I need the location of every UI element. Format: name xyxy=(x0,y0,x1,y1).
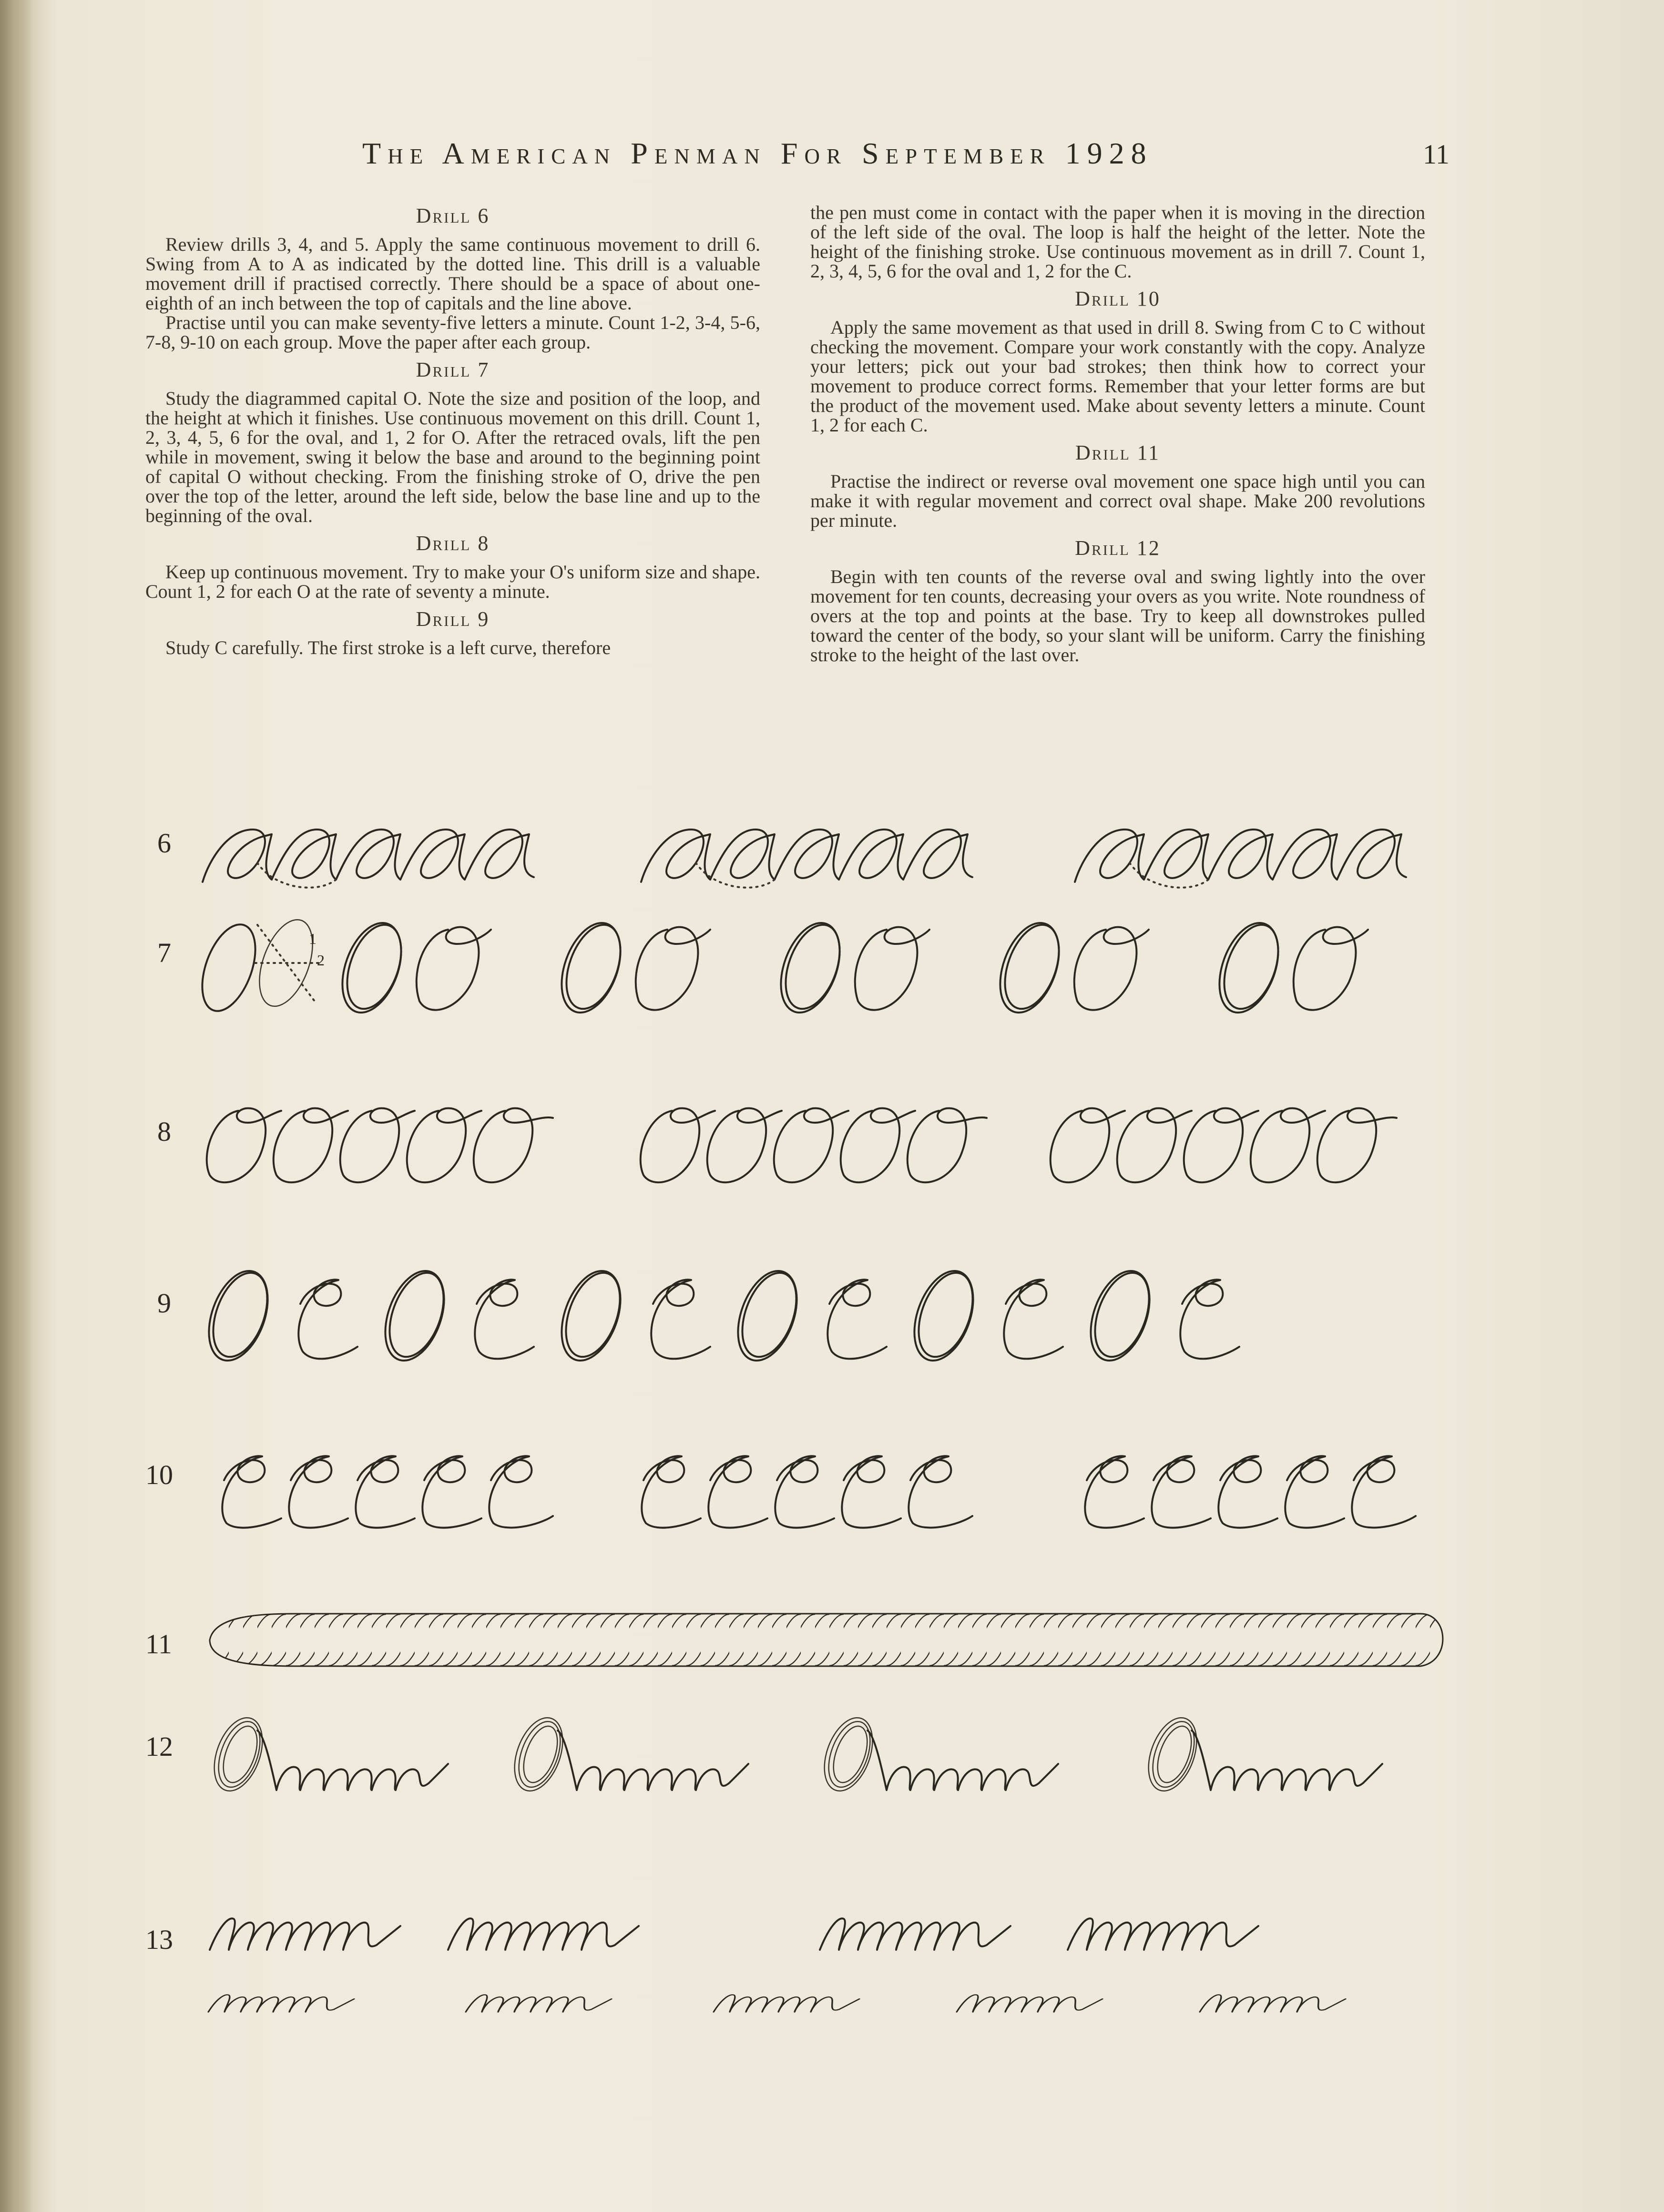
plate-12-oval-and-overs xyxy=(205,1711,1454,1802)
drill-10-paragraph: Apply the same movement as that used in drill 8. Swing from C to C without checking the movement. Compare your work constantly with the copy. Analyze your letters; pick out your bad strokes; then think how to correct your movement to produce correct forms. Remember that your letter forms are but the product of the movement used. Make about seventy letters a minute. Count 1, 2 for each C. xyxy=(810,317,1425,436)
drill-8-heading: Drill 8 xyxy=(416,532,490,555)
plate-10-capital-c-groups xyxy=(210,1435,1459,1530)
plate-label-6: 6 xyxy=(157,828,171,859)
drill-6-paragraph-1: Review drills 3, 4, and 5. Apply the same continuous movement to drill 6. Swing from A to A as indicated by the dotted line. This drill is a valuable movement drill if practised correctly. There should be a space of about one-eighth of an inch between the top of capitals and the line above. xyxy=(145,234,760,314)
drill-7-paragraph: Study the diagrammed capital O. Note the size and position of the loop, and the height at which it finishes. Use continuous movement on this drill. Count 1, 2, 3, 4, 5, 6 for the oval, and 1, 2 for O. After the retraced ovals, lift the pen while in movement, swing it below the base and around to the beginning point of capital O without checking. From the finishing stroke of O, drive the pen over the top of the letter, around the left side, below the base line and up to the beginning of the oval. xyxy=(145,388,760,526)
plate-label-12: 12 xyxy=(145,1731,173,1762)
plate-9-oval-capital-c-drill xyxy=(200,1259,1449,1373)
drill-6-paragraph-2: Practise until you can make seventy-five letters a minute. Count 1-2, 3-4, 5-6, 7-8, 9-10 on each group. Move the paper after each group. xyxy=(145,312,760,353)
plate-13-overs-rows xyxy=(200,1897,1449,2040)
capital-o-group-1 xyxy=(207,1108,553,1183)
plate-label-10: 10 xyxy=(145,1459,173,1490)
left-text-column xyxy=(145,198,760,657)
drill-9-heading: Drill 9 xyxy=(416,607,490,631)
book-spine-shadow xyxy=(0,0,33,2212)
drill-7-heading: Drill 7 xyxy=(416,358,490,381)
drill-6-heading: Drill 6 xyxy=(416,204,490,227)
oval-capital-c-pair xyxy=(198,1263,357,1369)
capital-c-group-1 xyxy=(222,1456,553,1527)
plate-label-8: 8 xyxy=(157,1116,171,1147)
drill-8-paragraph: Keep up continuous movement. Try to make your O's uniform size and shape. Count 1, 2 for each O at the rate of seventy a minute. xyxy=(145,561,760,602)
plate-7-capital-o-drill xyxy=(200,915,1449,1030)
oval-overs-group-1 xyxy=(205,1711,448,1797)
drill-10-heading: Drill 10 xyxy=(1075,287,1161,310)
plate-8-capital-o-groups xyxy=(200,1092,1449,1187)
plate-label-7: 7 xyxy=(157,937,171,968)
running-head: The American Penman For September 1928 xyxy=(362,136,1153,170)
plate-label-13: 13 xyxy=(145,1924,173,1955)
drill-11-heading: Drill 11 xyxy=(1075,441,1160,464)
drill-12-paragraph: Begin with ten counts of the reverse oval and swing lightly into the over movement for ten counts, decreasing your overs as you write. Note roundness of overs at the top and points at the base. Try to keep all downstrokes pulled toward the center of the body, so your slant will be uniform. Carry the finishing stroke to the height of the last over. xyxy=(810,566,1425,666)
plate-label-11: 11 xyxy=(145,1628,172,1659)
drill-12-heading: Drill 12 xyxy=(1075,536,1161,560)
drill-11-paragraph: Practise the indirect or reverse oval movement one space high until you can make it with regular movement and correct oval shape. Make 200 revolutions per minute. xyxy=(810,471,1425,531)
diagram-mark-2: 2 xyxy=(317,952,325,969)
page-number: 11 xyxy=(1423,139,1450,170)
oval-capital-o-pair xyxy=(331,915,491,1021)
overs-word-large xyxy=(210,1918,400,1950)
right-text-column xyxy=(810,203,1425,665)
diagram-mark-1: 1 xyxy=(309,930,316,947)
plate-label-9: 9 xyxy=(157,1288,171,1319)
plate-6-script-a-drill xyxy=(200,810,1449,891)
drill-9-paragraph: Study C carefully. The first stroke is a left curve, therefore xyxy=(165,637,611,658)
script-a-group-1 xyxy=(203,830,534,888)
plate-11-reverse-oval-band xyxy=(200,1609,1449,1676)
drill-9-continuation: the pen must come in contact with the paper when it is moving in the direction of the left side of the oval. The loop is half the height of the letter. Note the height of the finishing stroke. Use continuous movement as in drill 7. Count 1, 2, 3, 4, 5, 6 for the oval and 1, 2 for the C. xyxy=(810,202,1425,282)
overs-word-small xyxy=(208,1995,354,2012)
